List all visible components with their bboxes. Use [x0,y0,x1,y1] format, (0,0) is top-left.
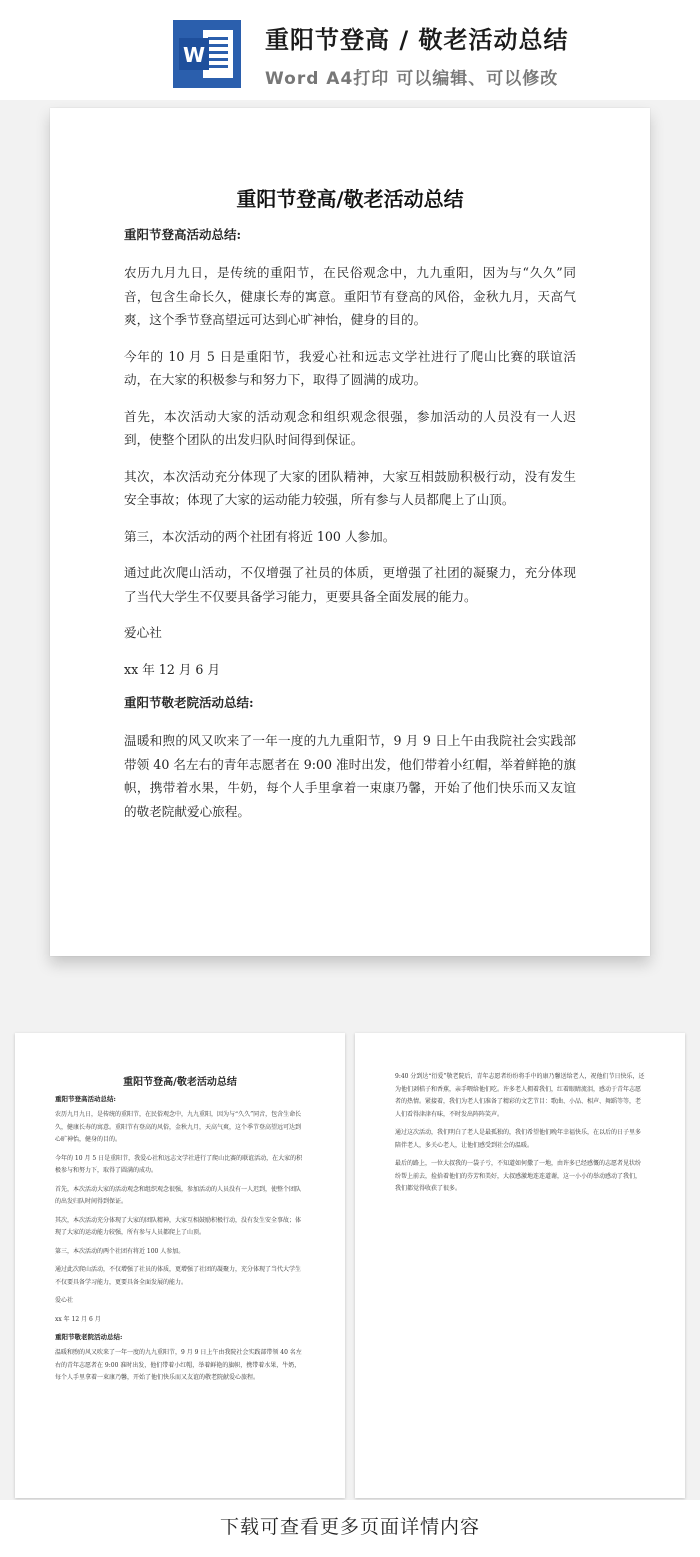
paragraph: 第三，本次活动的两个社团有将近 100 人参加。 [124,528,396,544]
page-subtitle: Word A4打印 可以编辑、可以修改 [265,69,559,89]
thumbnail-paragraph: 9:40 分到达“衍爱”敬老院后，青年志愿者纷纷将手中的康乃馨送给老人，祝他们节日快乐，还为他们剥桔子和香蕉，亲手喂给他们吃。许多老人拥着我们，红着眼睛流泪，感动于青年志愿者的热情。紧接着，我们为老人们准备了精彩的文艺节目：歌曲、小品、相声、舞蹈等等，老人们看得津津有味，不时发出阵阵笑声。 [395,1073,645,1118]
page-thumbnail-2[interactable] [355,1033,685,1498]
document-page-preview [50,108,650,956]
word-icon-letter: W [182,43,206,67]
thumbnail-heading: 重阳节敬老院活动总结: [55,1333,123,1341]
thumbnail-paragraph: 通过这次活动，我们明白了老人是最孤独的，我们希望他们晚年幸福快乐，在以后的日子里多陪伴老人，多关心老人，让他们感受到社会的温暖。 [395,1129,642,1149]
thumbnail-paragraph: xx 年 12 月 6 月 [55,1315,101,1323]
paragraph: 温暖和煦的风又吹来了一年一度的九九重阳节，9 月 9 日上午由我院社会实践部带领 40 名左右的青年志愿者在 9:00 准时出发，他们带着小红帽，举着鲜艳的旗帜，携带着水果，牛奶，每个人手里拿着一束康乃馨，开始了他们快乐而又友谊的敬老院献爱心旅程。 [124,733,576,819]
section-heading: 重阳节敬老院活动总结: [124,695,254,710]
thumbnail-paragraph: 农历九月九日，是传统的重阳节，在民俗观念中，九九重阳，因为与“久久”同音，包含生命长久，健康长寿的寓意。重阳节有登高的风俗，金秋九月，天高气爽，这个季节登高望远可达到心旷神怡，健身的目的。 [55,1111,302,1143]
thumbnail-paragraph: 温暖和煦的风又吹来了一年一度的九九重阳节，9 月 9 日上午由我院社会实践部带领 40 名左右的青年志愿者在 9:00 准时出发，他们带着小红帽，举着鲜艳的旗帜，携带着水果，牛奶，每个人手里拿着一束康乃馨，开始了他们快乐而又友谊的敬老院献爱心旅程。 [55,1349,302,1381]
thumbnail-paragraph: 今年的 10 月 5 日是重阳节，我爱心社和远志文学社进行了爬山比赛的联谊活动，在大家的积极参与和努力下，取得了圆满的成功。 [55,1154,303,1174]
paragraph: 今年的 10 月 5 日是重阳节，我爱心社和远志文学社进行了爬山比赛的联谊活动，在大家的积极参与和努力下，取得了圆满的成功。 [124,348,576,387]
paragraph: 其次，本次活动充分体现了大家的团队精神，大家互相鼓励积极行动，没有发生安全事故；体现了大家的运动能力较强，所有参与人员都爬上了山顶。 [124,468,576,507]
paragraph: 首先，本次活动大家的活动观念和组织观念很强，参加活动的人员没有一人迟到，使整个团队的出发归队时间得到保证。 [124,408,576,447]
footer-cta [0,1500,700,1557]
thumbnail-heading: 重阳节登高活动总结: [55,1095,116,1103]
thumbnail-paragraph: 其次，本次活动充分体现了大家的团队精神，大家互相鼓励积极行动，没有发生安全事故；体现了大家的运动能力较强，所有参与人员都爬上了山顶。 [55,1216,302,1236]
page-thumbnail-1[interactable] [15,1033,345,1498]
thumbnail-title: 重阳节登高/敬老活动总结 [123,1077,237,1088]
page-title: 重阳节登高 / 敬老活动总结 [265,26,569,54]
date: xx 年 12 月 6 月 [124,661,221,677]
download-more-link[interactable]: 下载可查看更多页面详情内容 [219,1516,480,1538]
document-title: 重阳节登高/敬老活动总结 [236,187,464,211]
word-document-icon [173,20,241,88]
thumbnail-paragraph: 爱心社 [55,1297,74,1304]
thumbnail-paragraph: 最后的路上，一位大叔我的一袋子亏，不知道如何撒了一地，由许多已经感慨的志愿者见状纷纷帮上前去，捡拾着他们的芬芳和美好，大叔感激地连连道谢，这一小小的举动感动了我们，我们都觉得收获了很多。 [395,1160,642,1192]
paragraph: 通过此次爬山活动，不仅增强了社员的体质，更增强了社团的凝聚力，充分体现了当代大学生不仅要具备学习能力，更要具备全面发展的能力。 [124,565,576,604]
thumbnail-paragraph: 通过此次爬山活动，不仅增强了社员的体质，更增强了社团的凝聚力，充分体现了当代大学生不仅要具备学习能力，更要具备全面发展的能力。 [55,1266,302,1286]
section-heading: 重阳节登高活动总结: [124,227,242,242]
thumbnail-paragraph: 首先，本次活动大家的活动观念和组织观念很强，参加活动的人员没有一人迟到，使整个团队的出发归队时间得到保证。 [55,1185,302,1205]
paragraph: 农历九月九日，是传统的重阳节，在民俗观念中，九九重阳，因为与“久久”同音，包含生命长久，健康长寿的寓意。重阳节有登高的风俗，金秋九月，天高气爽，这个季节登高望远可达到心旷神怡，健身的目的。 [124,265,576,327]
signature: 爱心社 [124,625,162,640]
thumbnail-paragraph: 第三，本次活动的两个社团有将近 100 人参加。 [55,1247,185,1255]
header-banner [0,0,700,100]
